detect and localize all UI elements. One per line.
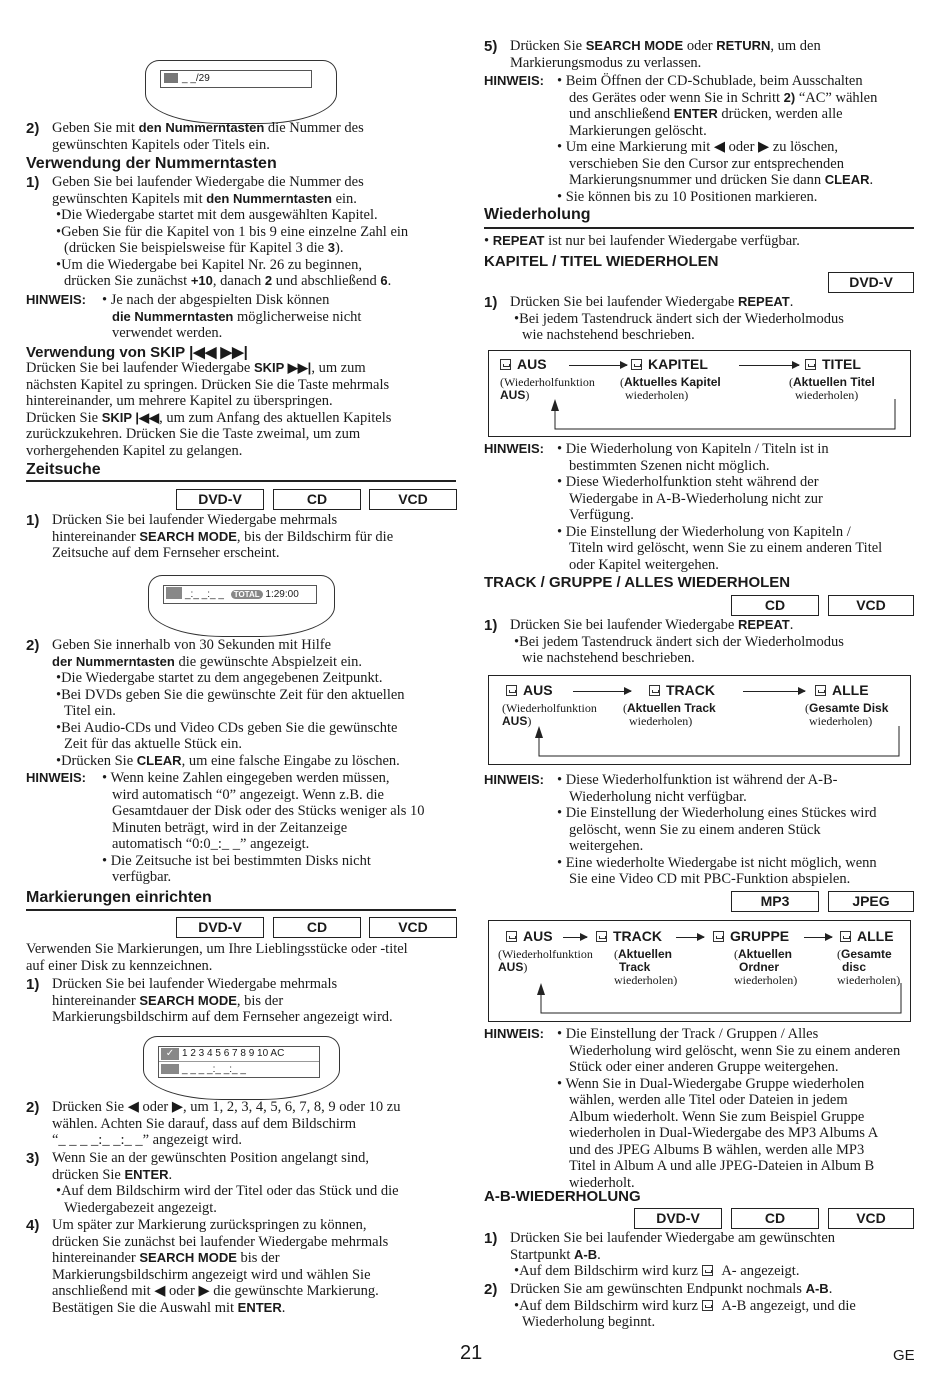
badge-cd: CD [731, 595, 819, 616]
badge-mp3: MP3 [731, 891, 819, 912]
marker-osd: ✓ 1 2 3 4 5 6 7 8 9 10 AC _ _ _ _:_ _:_ _ [158, 1046, 320, 1078]
hint-text: • Die Wiederholung von Kapiteln / Titeln ist in bestimmten Szenen nicht möglich. • Diese Wiederholfunktion steht während der Wiedergabe in A-B-Wiederholung nicht zur Verfügung. • Die Einstellung der Wiederholung von Kapiteln / Titeln wird gelöscht, wenn Sie zu einem anderen Titel oder Kapitel weitergehen. [557, 441, 883, 573]
arrow-right-icon [563, 937, 587, 938]
badge-vcd: VCD [369, 917, 457, 938]
title-icon [161, 1064, 179, 1074]
repeat-icon [506, 931, 517, 942]
clock-icon [166, 587, 182, 599]
mode-aus: AUS [500, 356, 547, 372]
loop-back-arrow [541, 399, 901, 435]
badge-dvdv: DVD-V [176, 489, 264, 510]
repeat-icon [713, 931, 724, 942]
repeat-diagram-mp3 [488, 920, 911, 1022]
divider [484, 227, 914, 229]
step-number: 1) [26, 174, 40, 191]
badge-vcd: VCD [828, 1208, 914, 1229]
step-text: Drücken Sie ◀ oder ▶, um 1, 2, 3, 4, 5, 6, 7, 8, 9 oder 10 zu wählen. Achten Sie darauf, dass auf dem Bildschirm “_ _ _ _:_ _:_ _” angezeigt wird. [52, 1099, 401, 1148]
step-text: Drücken Sie bei laufender Wiedergabe REPEAT. •Bei jedem Tastendruck ändert sich der Wiederholmodus wie nachstehend beschrieben. [510, 617, 844, 666]
repeat-note: • REPEAT ist nur bei laufender Wiedergabe verfügbar. [484, 233, 800, 249]
repeat-icon [840, 931, 851, 942]
hint-label: HINWEIS: [26, 770, 86, 785]
desc-track: (Aktuellen Track wiederholen) [623, 701, 716, 728]
step-number: 1) [484, 294, 498, 311]
heading-zeitsuche: Zeitsuche [26, 461, 101, 478]
heading-skip: Verwendung von SKIP |◀◀ ▶▶| [26, 344, 248, 361]
step-text: Um später zur Markierung zurückspringen zu können, drücken Sie zunächst bei laufender Wiedergabe mehrmals hintereinander SEARCH MODE bis der Markierungsbildschirm angezeigt wird und wählen Sie anschließend mit ◀ oder ▶ die gewünschte Markierung. Bestätigen Sie die Auswahl mit ENTER. [52, 1217, 389, 1316]
mode-aus: AUS [506, 682, 553, 698]
loop-back-arrow [525, 726, 905, 762]
desc-kapitel: (Aktuelles Kapitel wiederholen) [620, 375, 721, 402]
desc-aus: (Wiederholfunktion AUS) [502, 701, 597, 728]
step-number: 1) [26, 512, 40, 529]
step-number: 1) [484, 617, 498, 634]
heading-numkeys: Verwendung der Nummerntasten [26, 155, 277, 172]
mode-track: TRACK [649, 682, 715, 698]
repeat-icon [649, 685, 660, 696]
step-number: 2) [26, 120, 40, 137]
title-icon [164, 73, 178, 83]
heading-kapitel-titel: KAPITEL / TITEL WIEDERHOLEN [484, 253, 719, 270]
hint-text: • Wenn keine Zahlen eingegeben werden müssen, wird automatisch “0” angezeigt. Wenn z.B. die Gesamtdauer der Disk oder des Stücks weniger als 10 Minuten beträgt, wird in der Zeitanzeige automatisch “0:0_:_ _” angezeigt. • Die Zeitsuche ist bei bestimmten Disks nicht verfügbar. [102, 770, 425, 885]
hint-label: HINWEIS: [26, 292, 86, 307]
repeat-icon [815, 685, 826, 696]
desc-titel: (Aktuellen Titel wiederholen) [789, 375, 875, 402]
arrow-right-icon [743, 691, 805, 692]
step-number: 1) [484, 1230, 498, 1247]
step-number: 3) [26, 1150, 40, 1167]
repeat-icon [596, 931, 607, 942]
step-text: Drücken Sie am gewünschten Endpunkt nochmals A-B. •Auf dem Bildschirm wird kurz A-B angezeigt, und die Wiederholung beginnt. [510, 1281, 856, 1330]
arrow-right-icon [569, 365, 627, 366]
time-search-osd: _:_ _:_ _ TOTAL 1:29:00 [163, 585, 317, 604]
hint-label: HINWEIS: [484, 73, 544, 88]
repeat-icon [702, 1265, 713, 1276]
step-text: Drücken Sie bei laufender Wiedergabe REPEAT. •Bei jedem Tastendruck ändert sich der Wiederholmodus wie nachstehend beschrieben. [510, 294, 844, 343]
skip-text: Drücken Sie bei laufender Wiedergabe SKIP ▶▶|, um zum nächsten Kapitel zu springen. Drücken Sie die Taste mehrmals hintereinander, um mehrere Kapitel zu überspringen. Drücken Sie SKIP |◀◀, um zum Anfang des aktuellen Kapitels zurückzukehren. Drücken Sie die Taste zweimal, um zum vorhergehenden Kapitel zu gelangen. [26, 360, 392, 459]
badge-dvdv: DVD-V [828, 272, 914, 293]
mark-intro: Verwenden Sie Markierungen, um Ihre Lieblingsstücke oder -titel auf einer Disk zu kennzeichnen. [26, 941, 408, 974]
step-number: 1) [26, 976, 40, 993]
arrow-right-icon [573, 691, 631, 692]
badge-cd: CD [273, 489, 361, 510]
step-number: 4) [26, 1217, 40, 1234]
step-number: 5) [484, 38, 498, 55]
arrow-right-icon [804, 937, 832, 938]
step-text: Geben Sie bei laufender Wiedergabe die Nummer des gewünschten Kapitels mit den Nummerntasten ein. •Die Wiedergabe startet mit dem ausgewählten Kapitel. •Geben Sie für die Kapitel von 1 bis 9 eine einzelne Zahl ein (drücken Sie beispielsweise für Kapitel 3 die 3). •Um die Wiedergabe bei Kapitel Nr. 26 zu beginnen, drücken Sie zunächst +10, danach 2 und abschließend 6. [52, 174, 409, 289]
mode-aus: AUS [506, 928, 553, 944]
skip-back-icon: |◀◀ [189, 344, 217, 361]
hint-label: HINWEIS: [484, 772, 544, 787]
step-text: Geben Sie innerhalb von 30 Sekunden mit Hilfe der Nummerntasten die gewünschte Abspielzeit ein. •Die Wiedergabe startet zu dem angegebenen Zeitpunkt. •Bei DVDs geben Sie die gewünschte Zeit für den aktuellen Titel ein. •Bei Audio-CDs und Video CDs geben Sie die gewünschte Zeit für das aktuelle Stück ein. •Drücken Sie CLEAR, um eine falsche Eingabe zu löschen. [52, 637, 405, 769]
step-text: Geben Sie mit den Nummerntasten die Nummer des gewünschten Kapitels oder Titels ein. [52, 120, 364, 153]
hint-text: • Je nach der abgespielten Disk können die Nummerntasten möglicherweise nicht verwendet werden. [102, 292, 362, 341]
skip-forward-icon: ▶▶| [220, 344, 248, 361]
repeat-icon [702, 1300, 713, 1311]
repeat-diagram-track [488, 675, 911, 765]
repeat-icon [631, 359, 642, 370]
step-text: Drücken Sie bei laufender Wiedergabe am gewünschten Startpunkt A-B. •Auf dem Bildschirm wird kurz A- angezeigt. [510, 1230, 836, 1279]
heading-markierungen: Markierungen einrichten [26, 889, 212, 906]
badge-dvdv: DVD-V [634, 1208, 722, 1229]
mode-titel: TITEL [805, 356, 861, 372]
language-code: GE [893, 1347, 915, 1364]
mode-kapitel: KAPITEL [631, 356, 708, 372]
mode-alle: ALLE [815, 682, 869, 698]
badge-vcd: VCD [369, 489, 457, 510]
badge-dvdv: DVD-V [176, 917, 264, 938]
heading-track-gruppe: TRACK / GRUPPE / ALLES WIEDERHOLEN [484, 574, 791, 591]
divider [26, 480, 456, 482]
repeat-icon [500, 359, 511, 370]
step-text: Drücken Sie bei laufender Wiedergabe mehrmals hintereinander SEARCH MODE, bis der Markierungsbildschirm auf dem Fernseher angezeigt wird. [52, 976, 393, 1025]
loop-back-arrow [527, 983, 907, 1019]
mode-gruppe: GRUPPE [713, 928, 789, 944]
badge-jpeg: JPEG [828, 891, 914, 912]
step-text: Wenn Sie an der gewünschten Position angelangt sind, drücken Sie ENTER. •Auf dem Bildschirm wird der Titel oder das Stück und die Wiedergabezeit angezeigt. [52, 1150, 399, 1216]
divider [26, 909, 456, 911]
desc-aus: (Wiederholfunktion AUS) [498, 947, 593, 974]
step-number: 2) [26, 637, 40, 654]
total-badge: TOTAL [231, 590, 263, 599]
heading-wiederholung: Wiederholung [484, 206, 591, 223]
arrow-right-icon [739, 365, 799, 366]
hint-label: HINWEIS: [484, 441, 544, 456]
step-number: 2) [26, 1099, 40, 1116]
hint-text: • Beim Öffnen der CD-Schublade, beim Ausschalten des Gerätes oder wenn Sie in Schritt 2) “AC” wählen und anschließend ENTER drücken, werden alle Markierungen gelöscht. • Um eine Markierung mit ◀ oder ▶ zu löschen, verschieben Sie den Cursor zur entsprechenden Markierungsnummer und drücken Sie dann CLEAR. • Sie können bis zu 10 Positionen markieren. [557, 73, 878, 205]
hint-text: • Diese Wiederholfunktion ist während der A-B- Wiederholung nicht verfügbar. • Die Einstellung der Wiederholung eines Stückes wird gelöscht, wenn Sie zu einem anderen Stück weitergehen. • Eine wiederholte Wiedergabe ist nicht möglich, wenn Sie eine Video CD mit PBC-Funktion abspielen. [557, 772, 877, 887]
mode-alle: ALLE [840, 928, 894, 944]
repeat-icon [805, 359, 816, 370]
desc-track: (Aktuellen Track wiederholen) [614, 947, 678, 987]
step-number: 2) [484, 1281, 498, 1298]
step-text: Drücken Sie bei laufender Wiedergabe mehrmals hintereinander SEARCH MODE, bis der Bildschirm für die Zeitsuche auf dem Fernseher erscheint. [52, 512, 394, 561]
hint-text: • Die Einstellung der Track / Gruppen / Alles Wiederholung wird gelöscht, wenn Sie zu einem anderen Stück oder einer anderen Gruppe weitergehen. • Wenn Sie in Dual-Wiedergabe Gruppe wiederholen wählen, werden alle Titel oder Dateien in jedem Album wiederholt. Wenn Sie zum Beispiel Gruppe wiederholen in Dual-Wiedergabe des MP3 Albums A und des JPEG Albums B wählen, werden alle MP3 Titel in Album A und alle JPEG-Dateien in Album B wiederholt. [557, 1026, 901, 1191]
repeat-icon [506, 685, 517, 696]
mode-track: TRACK [596, 928, 662, 944]
check-icon: ✓ [161, 1048, 179, 1060]
badge-vcd: VCD [828, 595, 914, 616]
page-number: 21 [460, 1342, 483, 1364]
step-text: Drücken Sie SEARCH MODE oder RETURN, um den Markierungsmodus zu verlassen. [510, 38, 821, 71]
heading-ab: A-B-WIEDERHOLUNG [484, 1188, 641, 1205]
badge-cd: CD [731, 1208, 819, 1229]
chapter-osd [160, 70, 312, 88]
arrow-right-icon [676, 937, 704, 938]
badge-cd: CD [273, 917, 361, 938]
desc-alle: (Gesamte Disk wiederholen) [805, 701, 889, 728]
repeat-diagram-chapter [488, 350, 911, 437]
hint-label: HINWEIS: [484, 1026, 544, 1041]
desc-alle: (Gesamte disc wiederholen) [837, 947, 901, 987]
desc-gruppe: (Aktuellen Ordner wiederholen) [734, 947, 798, 987]
chapter-osd-text: _ _/29 [182, 73, 210, 84]
desc-aus: (Wiederholfunktion AUS) [500, 375, 595, 402]
